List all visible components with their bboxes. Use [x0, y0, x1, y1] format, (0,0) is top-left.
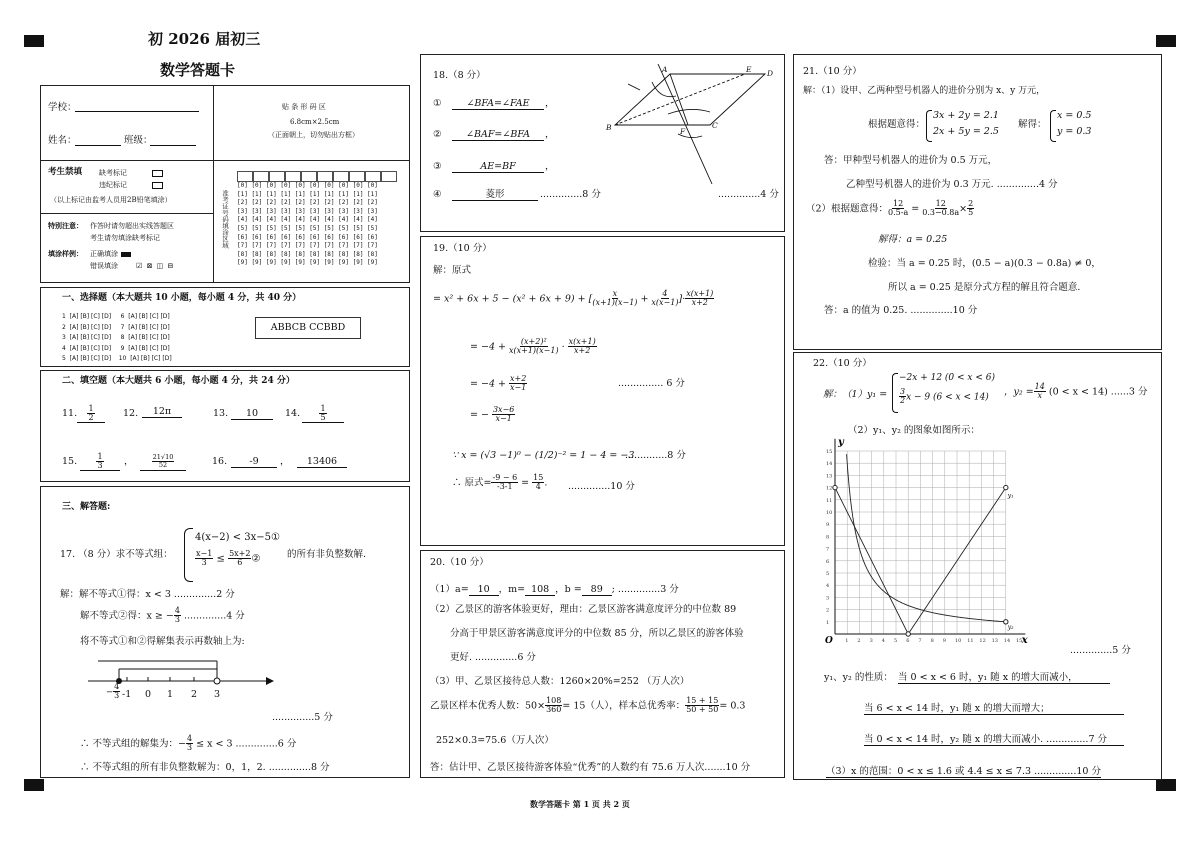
wrong-marks-icon: ☑ ⊠ ◫ ⊟: [136, 262, 175, 270]
x-tick-label: 2: [857, 638, 861, 644]
section2-title: 二、填空题（本大题共 6 小题，每小题 4 分，共 24 分）: [62, 376, 295, 386]
q18-answer-1: ∠BFA=∠FAE: [452, 98, 544, 110]
violation-checkbox[interactable]: [152, 182, 163, 189]
q19-step-3: = −4 + $\frac{x+2}{x-1}$: [470, 374, 527, 393]
q13-answer: 10: [231, 408, 273, 420]
exam-title: 初 2026 届初三: [148, 30, 261, 48]
q19-score-6: ............... 6 分: [618, 378, 685, 389]
q11-answer: $\frac{1}{2}$: [77, 403, 105, 423]
sample-correct-label: 正确填涂: [90, 250, 118, 258]
q18-answer-3: AE=BF: [452, 161, 544, 173]
fig-label-b: B: [606, 123, 612, 132]
forbid-title: 考生禁填: [48, 167, 83, 177]
y2-label: y₂: [1007, 623, 1014, 631]
q20-part-2a: （2）乙景区的游客体验更好，理由：乙景区游客满意度评分的中位数 89: [430, 604, 737, 615]
y-tick-label: 1: [826, 619, 830, 626]
y-tick-label: 7: [826, 546, 830, 553]
barcode-size: 6.8cm×2.5cm: [290, 118, 340, 126]
q18-num: ②: [433, 129, 442, 140]
q17-tail: 的所有非负整数解.: [287, 549, 367, 560]
q20-part-1: （1）a= 10 ，m= 108 ，b = 89 ; ..............3 分: [430, 584, 679, 595]
q21-eq-2: 2x + 5y = 2.5: [933, 126, 999, 137]
school-label: 学校：: [48, 102, 77, 113]
q22-y1-piece-2: $\frac{3}{2}$ x − 9 (6 < x < 14): [900, 387, 989, 406]
y1-label: y₁: [1007, 492, 1014, 500]
x-tick-label: 9: [942, 638, 946, 644]
x-tick-label: 10: [955, 638, 962, 644]
q22-y1-piece-1: −2x + 12 (0 < x < 6): [899, 373, 995, 383]
y1-endpoint: [1004, 485, 1008, 489]
q20-part-5: 252×0.3=75.6（万人次）: [436, 735, 554, 746]
choice-bubbles[interactable]: 1 [A] [B] [C] [D] 6 [A] [B] [C] [D] 2 [A] [B] [C] [D] 7 [A] [B] [C] [D] 3 [A] [B] [C] [D] 8 [A] [B] [C] [D] 4 [A] [B] [C] [D] 9 [A] [B] [C] [D] 5 [A] [B] [C] [D] 10 [A] [B] [C] [D]: [62, 313, 172, 362]
q21-answer-1: 答：甲种型号机器人的进价为 0.5 万元，: [824, 155, 998, 166]
origin-label: O: [825, 636, 833, 646]
q20-title: 20.（10 分）: [430, 557, 489, 568]
q19-score-10: ..............10 分: [568, 481, 635, 492]
q22-y1-label: 解：（1）y₁ =: [823, 389, 888, 400]
y-tick-label: 8: [826, 534, 830, 541]
violation-label: 违纪标记: [99, 181, 127, 189]
registration-mark: [24, 35, 44, 47]
q22-y2: ，y₂ = $\frac{14}{x}$ (0 < x < 14) ......3 分: [1004, 382, 1148, 401]
q20-part-2b: 分高于甲景区游客满意度评分的中位数 85 分，所以乙景区的游客体验: [450, 628, 744, 639]
name-label: 姓名：: [48, 135, 77, 146]
axis-tick-label: 3: [214, 689, 221, 700]
fig-label-e: E: [746, 65, 752, 74]
q17-score-5: ..............5 分: [272, 712, 333, 723]
q22-part-2: （2）y₁、y₂ 的图象如图所示：: [848, 425, 980, 436]
q22-prop-2: 当 6 < x < 14 时，y₁ 随 x 的增大而增大；: [864, 703, 1124, 715]
q18-score-8: ..............8 分: [540, 189, 601, 200]
q17-ineq-1: 4(x−2) < 3x−5①: [195, 532, 280, 543]
q21-sol-1: x = 0.5: [1057, 110, 1092, 121]
q17-ineq-2: $\frac{x-1}{3}$ ≤ $\frac{5x+2}{6}$ ②: [196, 549, 261, 568]
axis-tick-label: 1: [167, 689, 174, 700]
y-tick-label: 2: [826, 607, 830, 614]
fig-label-f: F: [680, 127, 686, 136]
x-tick-label: 15: [1016, 638, 1023, 644]
axis-tick-label: 0: [145, 689, 152, 700]
axis-tick-label: 2: [191, 689, 198, 700]
fig-label-c: C: [712, 121, 718, 130]
q18-num: ③: [433, 161, 442, 172]
x-axis-label: x: [1021, 635, 1028, 646]
registration-mark: [1156, 779, 1176, 791]
y-tick-label: 5: [826, 571, 830, 577]
y-tick-label: 10: [826, 510, 833, 516]
q21-sol-label: 解得：: [1018, 119, 1047, 130]
class-field[interactable]: [150, 145, 196, 146]
notice-1: 作答时请勿超出实线答题区: [90, 222, 174, 230]
y-tick-label: 12: [826, 485, 833, 492]
y-tick-label: 3: [826, 595, 830, 602]
q21-answer-3: 答：a 的值为 0.25. ..............10 分: [824, 305, 978, 316]
y-tick-label: 6: [826, 558, 830, 565]
brace: [926, 110, 932, 142]
barcode-title: 贴 条 形 码 区: [282, 103, 326, 111]
q17-step-1: 解：解不等式①得：x < 3 ..............2 分: [60, 589, 235, 600]
q11-label: 11.: [62, 408, 78, 419]
id-label: 准考证号码填涂区域: [221, 190, 229, 249]
q21-sol-2: y = 0.3: [1057, 126, 1092, 137]
q18-figure: [600, 62, 780, 190]
section3-title: 三、解答题:: [62, 502, 111, 512]
x-tick-label: 11: [967, 638, 974, 644]
notice-title: 特别注意：: [48, 221, 83, 230]
q17-step-4: ∴ 不等式组的解集为：− $\frac{4}{3}$ ≤ x < 3 ..............6 分: [80, 734, 297, 753]
y1-endpoint: [833, 485, 837, 489]
forbid-note: （以上标记由监考人员用2B铅笔填涂）: [50, 196, 172, 204]
q19-step-1: = x² + 6x + 5 − (x² + 6x + 9) + [ $\frac{x}{(x+1)(x-1)}$ + $\frac{4}{x(x-1)}$ ]· $\frac{x(x+1)}{x+2}$: [433, 289, 714, 308]
q15-label: 15.: [62, 456, 78, 467]
q19-result: ∴ 原式= $\frac{-9 - 6}{-3-1}$ = $\frac{15}{4}$ .: [452, 473, 548, 492]
q21-intro: 解：（1）设甲、乙两种型号机器人的进价分别为 x、y 万元，: [803, 86, 1046, 96]
q16-answer-2: 13406: [297, 456, 347, 468]
q22-prop-title: y₁、y₂ 的性质：: [824, 672, 893, 683]
q22-prop-1: 当 0 < x < 6 时，y₁ 随 x 的增大而减小，: [898, 672, 1110, 684]
axis-tick-label: -1: [122, 689, 132, 700]
q20-part-2c: 更好. ..............6 分: [450, 652, 536, 663]
id-bubble-grid[interactable]: [0] [0] [0] [0] [0] [0] [0] [0] [0] [0] [1] [1] [1] [1] [1] [1] [1] [1] [1] [1] [2] [2] [2] [2] [2] [2] [2] [2] [2] [2] [3] [3] [3] [3] [3] [3] [3] [3] [3] [3] [4] [4] [4] [4] [4] [4] [4] [4] [4] [4] [5] [5] [5] [5] [5] [5] [5] [5] [5] [5] [6] [6] [6] [6] [6] [6] [6] [6] [6] [6] [7] [7] [7] [7] [7] [7] [7] [7] [7] [7] [8] [8] [8] [8] [8] [8] [8] [8] [8] [8] [9] [9] [9] [9] [9] [9] [9] [9] [9] [9]: [237, 182, 378, 267]
q13-label: 13.: [213, 408, 229, 419]
page-footer: 数学答题卡 第 1 页 共 2 页: [530, 799, 630, 809]
choice-answer-box: ABBCB CCBBD: [255, 317, 361, 339]
q21-answer-2: 乙种型号机器人的进价为 0.3 万元. ..............4 分: [846, 179, 1058, 190]
q17-prompt: 17. （8 分）求不等式组：: [60, 549, 173, 560]
x-tick-label: 14: [1003, 638, 1011, 644]
x-tick-label: 6: [906, 638, 910, 644]
x-tick-label: 1: [845, 638, 849, 644]
y-tick-label: 13: [826, 473, 833, 480]
q21-eq-label: 根据题意得：: [868, 119, 926, 130]
q17-step-2: 解不等式②得：x ≥ − $\frac{4}{3}$ ..............4 分: [80, 606, 245, 625]
q21-check: 检验：当 a = 0.25 时，(0.5 − a)(0.3 − 0.8a) ≠ 0，: [868, 258, 1101, 269]
y-tick-label: 9: [826, 522, 830, 529]
q22-part-3: （3）x 的范围：0 < x ≤ 1.6 或 4.4 ≤ x ≤ 7.3 ..............10 分: [826, 766, 1101, 777]
q22-score-5: ..............5 分: [1070, 645, 1131, 656]
x-tick-label: 8: [930, 638, 934, 644]
q20-part-4: 乙景区样本优秀人数：50× $\frac{108}{360}$ = 15（人），样本总优秀率： $\frac{15 + 15}{50 + 50}$ = 0.3: [430, 696, 746, 715]
axis-tick-neg: − $\frac{4}{3}$: [106, 682, 120, 701]
q21-solve: 解得：a = 0.25: [878, 234, 948, 245]
y-tick-label: 4: [826, 583, 830, 590]
class-label: 班级：: [124, 135, 153, 146]
q19-x-value: ∵ x = (√3 −1)⁰ − (1/2)⁻² = 1 − 4 = −3: [452, 450, 635, 461]
x-tick-label: 12: [979, 638, 986, 644]
fig-label-a: A: [662, 65, 668, 74]
q18-num: ①: [433, 98, 442, 109]
card-title: 数学答题卡: [160, 61, 236, 79]
q12-answer: 12π: [142, 406, 182, 418]
q18-score-4: ..............4 分: [718, 189, 779, 200]
x-tick-label: 5: [894, 638, 898, 644]
q21-title: 21.（10 分）: [803, 66, 862, 77]
q19-step-4: = − $\frac{3x-6}{x-1}$: [470, 405, 515, 424]
section1-title: 一、选择题（本大题共 10 小题，每小题 4 分，共 40 分）: [62, 293, 302, 303]
y1-vertex: [906, 632, 910, 636]
name-field[interactable]: [75, 145, 121, 146]
q19-title: 19.（10 分）: [433, 243, 492, 254]
absent-checkbox[interactable]: [152, 170, 163, 177]
q22-prop-3: 当 0 < x < 14 时，y₂ 随 x 的增大而减小. ..............7 分: [864, 734, 1124, 746]
sample-title: 填涂样例：: [48, 249, 83, 258]
q15-answer-2: $\frac{21√10}{52}$: [140, 451, 186, 471]
q19-sol: 解：原式: [433, 265, 472, 276]
q20-answer: 答：估计甲、乙景区接待游客体验“优秀”的人数约有 75.6 万人次.......10 分: [430, 762, 751, 773]
q21-part-2: （2）根据题意得： $\frac{12}{0.5-a}$ = $\frac{12}{0.3-0.8a}$ × $\frac{2}{5}$: [806, 199, 974, 218]
q18-answer-2: ∠BAF=∠BFA: [452, 129, 544, 141]
barcode-note: （正面朝上，切勿贴出方框）: [268, 131, 359, 139]
q21-conclusion: 所以 a = 0.25 是原分式方程的解且符合题意.: [888, 282, 1081, 293]
fig-label-d: D: [767, 69, 774, 78]
q14-answer: $\frac{1}{5}$: [302, 403, 344, 423]
q22-graph: [815, 436, 1035, 652]
y-tick-label: 14: [826, 461, 833, 468]
q17-step-5: ∴ 不等式组的所有非负整数解为：0，1，2. ..............8 分: [80, 762, 330, 773]
q20-part-3: （3）甲、乙景区接待总人数：1260×20%=252 （万人次）: [430, 676, 690, 687]
q18-num: ④: [433, 189, 442, 200]
q16-answer-1: -9: [231, 456, 277, 468]
y-tick-label: 11: [826, 497, 833, 504]
q12-label: 12.: [123, 408, 139, 419]
id-header-boxes: [237, 167, 399, 178]
sample-wrong-label: 错误填涂: [90, 262, 118, 270]
y-axis-label: y: [838, 436, 844, 448]
y-tick-label: 15: [826, 449, 833, 455]
x-tick-label: 13: [991, 638, 998, 644]
q17-step-3: 将不等式①和②得解集表示再数轴上为:: [80, 636, 245, 647]
q15-answer-1: $\frac{1}{3}$: [80, 451, 120, 471]
school-field[interactable]: [75, 111, 199, 112]
q19-step-2: = −4 + $\frac{\text{(x+2)²}}{x(x+1)(x-1)}$ · $\frac{x(x+1)}{x+2}$: [470, 337, 596, 356]
q18-title: 18.（8 分）: [433, 70, 486, 81]
brace: [184, 528, 193, 582]
q21-eq-1: 3x + 2y = 2.1: [933, 110, 999, 121]
x-tick-label: 3: [869, 638, 873, 644]
brace: [892, 373, 898, 413]
registration-mark: [1156, 35, 1176, 47]
q22-title: 22.（10 分）: [813, 358, 872, 369]
absent-label: 缺考标记: [99, 169, 127, 177]
brace: [1050, 110, 1056, 142]
notice-2: 考生请勿填涂缺考标记: [90, 234, 160, 242]
q18-answer-4: 菱形: [452, 189, 538, 201]
q19-score-8: ..............8 分: [625, 450, 686, 461]
x-tick-label: 7: [918, 638, 922, 644]
q14-label: 14.: [285, 408, 301, 419]
registration-mark: [24, 779, 44, 791]
x-tick-label: 4: [881, 638, 885, 644]
filled-mark-icon: [121, 252, 131, 257]
q16-label: 16.: [212, 456, 228, 467]
